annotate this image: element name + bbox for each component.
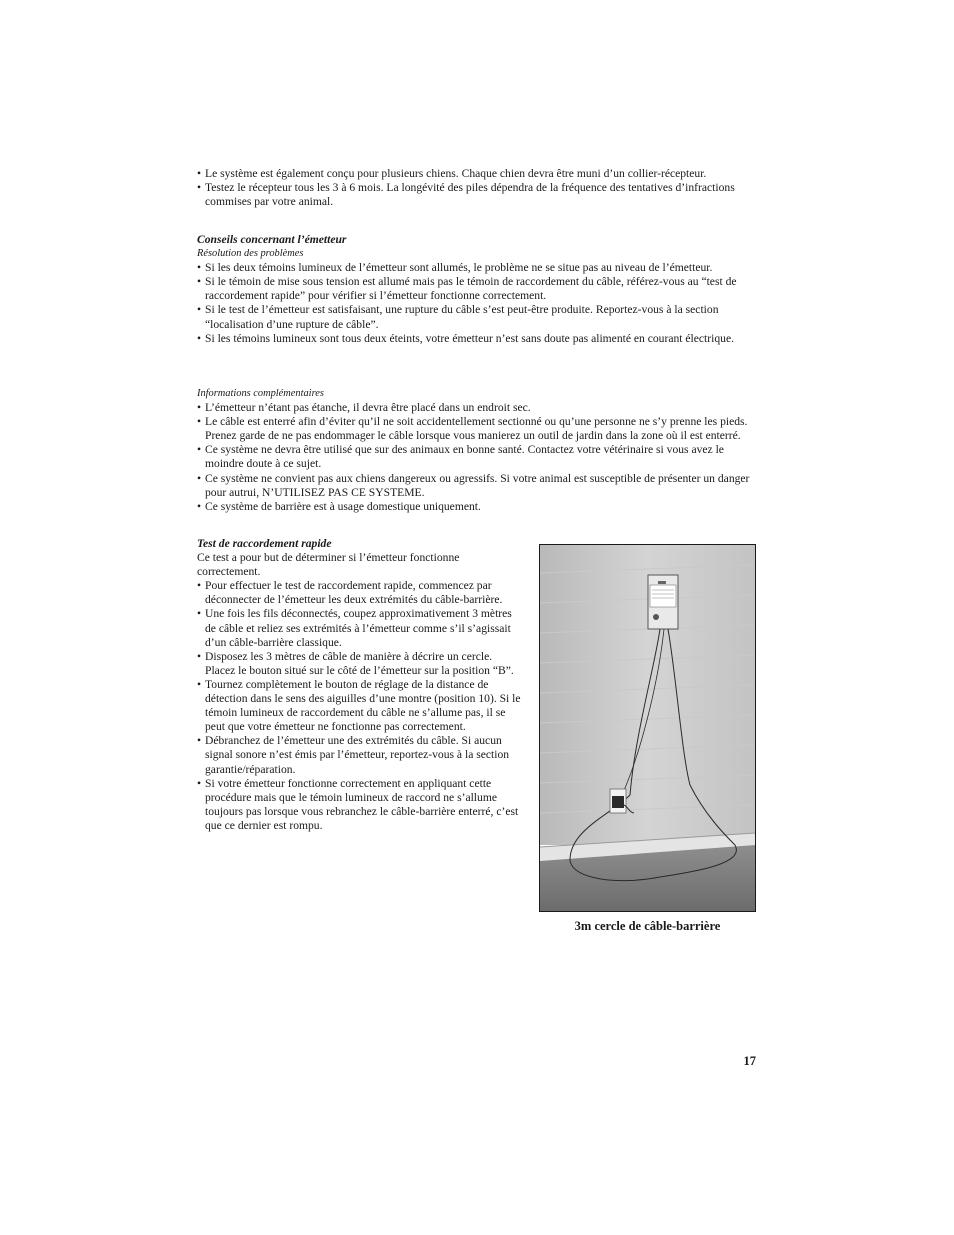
section-heading: Test de raccordement rapide	[197, 537, 332, 550]
list-item: • Si le témoin de mise sous tension est allumé mais pas le témoin de raccordement du câble, référez-vous au “test de raccordement rapide” pour vérifier si l’émetteur fonctionne correctement.	[197, 275, 757, 303]
section-heading: Conseils concernant l’émetteur	[197, 233, 347, 246]
list-item: • Le câble est enterré afin d’éviter qu’il ne soit accidentellement sectionné ou qu’une personne ne s’y prenne les pieds. Prenez garde de ne pas endommager le câble lorsque vous manierez un outil de jardin dans la zone où il est enterré.	[197, 415, 757, 443]
emitter-device	[648, 575, 678, 629]
additional-info-list	[197, 401, 757, 514]
subheading: Résolution des problèmes	[197, 248, 304, 260]
list-item: • Une fois les fils déconnectés, coupez approximativement 3 mètres de câble et reliez ses extrémités à l’émetteur comme s’il s’agissait d’un câble-barrière classique.	[197, 607, 524, 649]
list-item: • Si le test de l’émetteur est satisfaisant, une rupture du câble s’est peut-être produite. Reportez-vous à la section “localisation d’une rupture de câble”.	[197, 303, 757, 331]
quick-test-section	[197, 537, 524, 833]
list-item: • Pour effectuer le test de raccordement rapide, commencez par déconnecter de l’émetteur les deux extrémités du câble-barrière.	[197, 579, 524, 607]
emitter-tips-section	[197, 233, 757, 346]
list-item: • L’émetteur n’étant pas étanche, il devra être placé dans un endroit sec.	[197, 401, 757, 415]
intro-bullet-list	[197, 167, 757, 209]
list-item: • Tournez complètement le bouton de réglage de la distance de détection dans le sens des aiguilles d’une montre (position 10). Si le témoin lumineux de raccordement du câble ne s’allume pas, il se peut que votre émetteur ne fonctionne pas correctement.	[197, 678, 524, 734]
list-item: • Disposez les 3 mètres de câble de manière à décrire un cercle. Placez le bouton situé sur le côté de l’émetteur sur la position “B”.	[197, 650, 524, 678]
additional-info-section	[197, 387, 757, 514]
list-item: • Si les deux témoins lumineux de l’émetteur sont allumés, le problème ne se situe pas au niveau de l’émetteur.	[197, 261, 757, 275]
list-item: • Le système est également conçu pour plusieurs chiens. Chaque chien devra être muni d’un collier-récepteur.	[197, 167, 757, 181]
figure-caption: 3m cercle de câble-barrière	[574, 919, 721, 933]
wire-loop-photo	[539, 544, 756, 912]
list-item: • Ce système ne devra être utilisé que sur des animaux en bonne santé. Contactez votre vétérinaire si vous avez le moindre doute à ce sujet.	[197, 443, 757, 471]
list-item: • Débranchez de l’émetteur une des extrémités du câble. Si aucun signal sonore n’est émis par l’émetteur, reportez-vous à la section garantie/réparation.	[197, 734, 524, 776]
subheading: Informations complémentaires	[197, 388, 324, 399]
quick-test-list	[197, 579, 524, 833]
quick-test-intro: Ce test a pour but de déterminer si l’émetteur fonctionne correctement.	[197, 551, 460, 579]
wire-loop-illustration	[540, 545, 755, 911]
list-item: • Testez le récepteur tous les 3 à 6 mois. La longévité des piles dépendra de la fréquence des tentatives d’infractions commises par votre animal.	[197, 181, 757, 209]
list-item: • Si les témoins lumineux sont tous deux éteints, votre émetteur n’est sans doute pas alimenté en courant électrique.	[197, 332, 757, 346]
list-item: • Si votre émetteur fonctionne correctement en appliquant cette procédure mais que le témoin lumineux de raccord ne s’allume toujours pas lorsque vous rebranchez le câble-barrière enterré, c’est que ce dernier est rompu.	[197, 777, 524, 833]
list-item: • Ce système de barrière est à usage domestique uniquement.	[197, 500, 757, 514]
troubleshooting-list	[197, 261, 757, 346]
page-number: 17	[743, 1054, 756, 1068]
intro-section	[197, 167, 757, 209]
list-item: • Ce système ne convient pas aux chiens dangereux ou agressifs. Si votre animal est susceptible de présenter un danger pour autrui, N’UTILISEZ PAS CE SYSTEME.	[197, 472, 757, 500]
